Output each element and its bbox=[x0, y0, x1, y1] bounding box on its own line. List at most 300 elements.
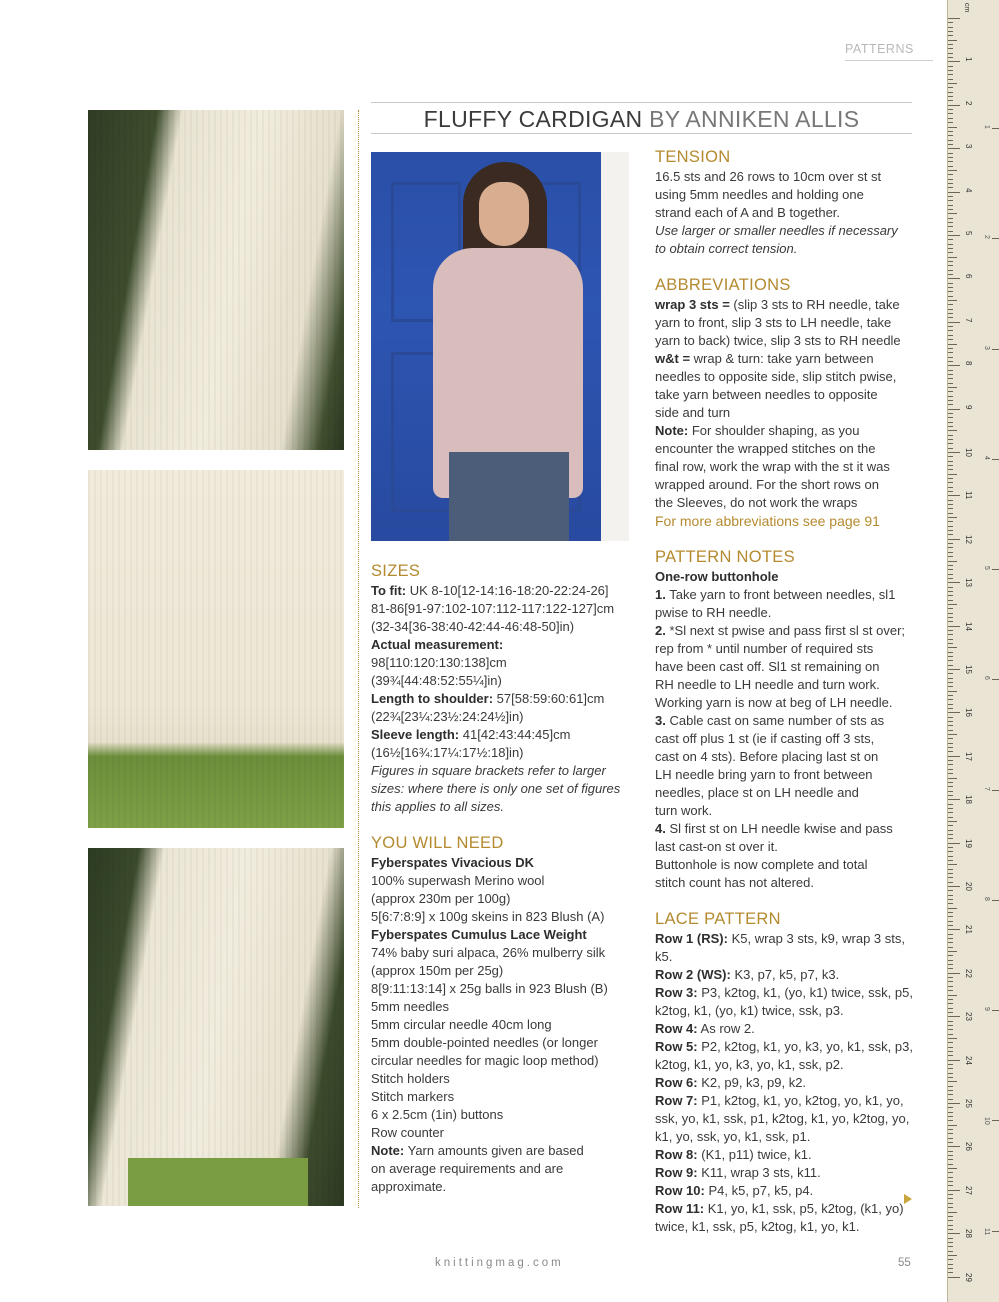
ruler-tick bbox=[948, 1164, 953, 1165]
sleeve-cm: 41[42:43:44:45]cm bbox=[462, 727, 571, 742]
ruler-tick bbox=[948, 977, 953, 978]
ruler-tick bbox=[948, 916, 953, 917]
ruler-inch-tick bbox=[992, 569, 999, 570]
ruler-tick bbox=[948, 617, 953, 618]
ruler-tick bbox=[948, 934, 953, 935]
ruler-inch-tick bbox=[992, 1010, 999, 1011]
ruler-tick bbox=[948, 322, 960, 323]
shoulder-cm: 57[58:59:60:61]cm bbox=[496, 691, 605, 706]
ruler-tick bbox=[948, 838, 953, 839]
ruler-cm-label: 10 bbox=[964, 448, 973, 457]
ruler-tick bbox=[948, 882, 953, 883]
abbr-note: wrapped around. For the short rows on bbox=[655, 477, 880, 492]
ruler-tick bbox=[948, 378, 953, 379]
ruler-tick bbox=[948, 491, 953, 492]
ruler-cm-label: 23 bbox=[964, 1012, 973, 1022]
ruler-inch-label: 3 bbox=[983, 345, 990, 350]
ruler-tick bbox=[948, 61, 960, 62]
ruler-tick bbox=[948, 747, 953, 748]
ruler-tick bbox=[948, 170, 957, 171]
ruler-tick bbox=[948, 1116, 953, 1117]
ruler-tick bbox=[948, 326, 953, 327]
ruler-tick bbox=[948, 995, 957, 996]
ruler-tick bbox=[948, 283, 953, 284]
ruler-inch-tick bbox=[992, 459, 999, 460]
ruler-tick bbox=[948, 417, 953, 418]
ruler-tick bbox=[948, 582, 960, 583]
yarn-b-detail: 8[9:11:13:14] x 25g balls in 923 Blush (B) bbox=[371, 981, 608, 996]
ruler-tick bbox=[948, 161, 953, 162]
ruler-tick bbox=[948, 708, 953, 709]
ruler-tick bbox=[948, 973, 960, 974]
ruler-tick bbox=[948, 1047, 953, 1048]
ruler-tick bbox=[948, 291, 953, 292]
buttonhole-summary: stitch count has not altered. bbox=[655, 875, 814, 890]
ruler-inch-label: 2 bbox=[983, 235, 990, 240]
ruler-tick bbox=[948, 96, 953, 97]
yarn-a-detail: (approx 230m per 100g) bbox=[371, 891, 511, 906]
ruler-cm-label: 7 bbox=[964, 317, 973, 323]
ruler-tick bbox=[948, 691, 957, 692]
ruler-tick bbox=[948, 712, 960, 713]
ruler-tick bbox=[948, 1008, 953, 1009]
ruler-tick bbox=[948, 1277, 960, 1278]
tension-note: Use larger or smaller needles if necessary bbox=[655, 223, 898, 238]
ruler-tick bbox=[948, 821, 957, 822]
buttonhole-subheading: One-row buttonhole bbox=[655, 569, 779, 584]
ruler-cm-label: 11 bbox=[964, 491, 973, 500]
wt-text: side and turn bbox=[655, 405, 731, 420]
ruler-tick bbox=[948, 734, 957, 735]
row-label: Row 10: bbox=[655, 1183, 705, 1198]
ruler-tick bbox=[948, 196, 953, 197]
ruler-tick bbox=[948, 1220, 953, 1221]
ruler-tick bbox=[948, 1159, 953, 1160]
supply-item: 6 x 2.5cm (1in) buttons bbox=[371, 1107, 504, 1122]
ruler-inch-tick bbox=[992, 238, 999, 239]
ruler-tick bbox=[948, 1094, 953, 1095]
ruler-tick bbox=[948, 574, 953, 575]
step-number: 4. bbox=[655, 821, 666, 836]
ruler-tick bbox=[948, 1172, 953, 1173]
ruler-tick bbox=[948, 547, 953, 548]
ruler-tick bbox=[948, 660, 953, 661]
ruler-tick bbox=[948, 730, 953, 731]
ruler-tick bbox=[948, 799, 960, 800]
ruler-tick bbox=[948, 118, 953, 119]
ruler-tick bbox=[948, 1259, 953, 1260]
shoulder-label: Length to shoulder: bbox=[371, 691, 494, 706]
wt-text: take yarn between needles to opposite bbox=[655, 387, 878, 402]
ruler-tick bbox=[948, 1090, 953, 1091]
ruler-tick bbox=[948, 1268, 953, 1269]
ruler-cm-label: 4 bbox=[964, 187, 973, 193]
ruler-cm-label: 29 bbox=[964, 1272, 973, 1282]
step-text: RH needle to LH needle and turn work. bbox=[655, 677, 880, 692]
ruler-cm-label: 3 bbox=[964, 144, 973, 149]
row-label: Row 2 (WS): bbox=[655, 967, 731, 982]
ruler-tick bbox=[948, 543, 953, 544]
ruler-tick bbox=[948, 613, 953, 614]
ruler-tick bbox=[948, 174, 953, 175]
ruler-tick bbox=[948, 990, 953, 991]
ruler-tick bbox=[948, 443, 953, 444]
ruler-tick bbox=[948, 469, 953, 470]
ruler-tick bbox=[948, 157, 953, 158]
title-main: FLUFFY CARDIGAN bbox=[423, 106, 643, 132]
step-text: rep from * until number of required sts bbox=[655, 641, 874, 656]
fit-label: To fit: bbox=[371, 583, 407, 598]
ruler-tick bbox=[948, 738, 953, 739]
sizes-note: this applies to all sizes. bbox=[371, 799, 504, 814]
step-text: cast on 4 sts). Before placing last st on bbox=[655, 749, 879, 764]
fit-cm: 81-86[91-97:102-107:112-117:122-127]cm bbox=[371, 601, 615, 616]
ruler-tick bbox=[948, 569, 953, 570]
ruler-inch-label: 9 bbox=[983, 1007, 990, 1012]
ruler-tick bbox=[948, 396, 953, 397]
measuring-ruler bbox=[947, 0, 999, 1302]
step-number: 2. bbox=[655, 623, 666, 638]
abbr-note: the Sleeves, do not work the wraps bbox=[655, 495, 858, 510]
ruler-tick bbox=[948, 140, 953, 141]
ruler-cm-label: 13 bbox=[964, 578, 973, 588]
ruler-tick bbox=[948, 40, 957, 41]
row-text: k2tog, k1, (yo, k1) twice, ssk, p3. bbox=[655, 1003, 844, 1018]
row-label: Row 3: bbox=[655, 985, 698, 1000]
ruler-tick bbox=[948, 1016, 960, 1017]
ruler-tick bbox=[948, 1185, 953, 1186]
ruler-tick bbox=[948, 526, 953, 527]
ruler-tick bbox=[948, 639, 953, 640]
supply-item: circular needles for magic loop method) bbox=[371, 1053, 599, 1068]
ruler-tick bbox=[948, 313, 953, 314]
ruler-tick bbox=[948, 999, 953, 1000]
row-text: k1, yo, ssk, yo, k1, ssk, p1. bbox=[655, 1129, 811, 1144]
ruler-tick bbox=[948, 1051, 953, 1052]
ruler-tick bbox=[948, 964, 953, 965]
ruler-tick bbox=[948, 1064, 953, 1065]
ruler-tick bbox=[948, 1125, 957, 1126]
ruler-tick bbox=[948, 1038, 957, 1039]
ruler-tick bbox=[948, 665, 953, 666]
ruler-tick bbox=[948, 856, 953, 857]
ruler-tick bbox=[948, 804, 953, 805]
yarn-a-detail: 100% superwash Merino wool bbox=[371, 873, 545, 888]
ruler-tick bbox=[948, 843, 960, 844]
ruler-tick bbox=[948, 869, 953, 870]
ruler-tick bbox=[948, 981, 953, 982]
ruler-tick bbox=[948, 209, 953, 210]
ruler-tick bbox=[948, 153, 953, 154]
ruler-tick bbox=[948, 309, 953, 310]
ruler-tick bbox=[948, 53, 953, 54]
abbr-note-label: Note: bbox=[655, 423, 689, 438]
ruler-tick bbox=[948, 686, 953, 687]
ruler-tick bbox=[948, 947, 953, 948]
ruler-tick bbox=[948, 122, 953, 123]
ruler-tick bbox=[948, 1120, 953, 1121]
row-text: K5, wrap 3 sts, k9, wrap 3 sts, k5. bbox=[655, 931, 905, 964]
ruler-inch-label: 6 bbox=[983, 676, 990, 681]
ruler-tick bbox=[948, 391, 953, 392]
ruler-tick bbox=[948, 895, 953, 896]
ruler-tick bbox=[948, 921, 953, 922]
ruler-tick bbox=[948, 400, 953, 401]
ruler-tick bbox=[948, 817, 953, 818]
ruler-inch-label: 4 bbox=[983, 455, 990, 460]
row-text: K3, p7, k5, p7, k3. bbox=[734, 967, 840, 982]
ruler-tick bbox=[948, 1251, 953, 1252]
ruler-tick bbox=[948, 452, 960, 453]
tension-heading: TENSION bbox=[655, 148, 731, 166]
ruler-tick bbox=[948, 1177, 953, 1178]
ruler-cm-label: 16 bbox=[964, 708, 973, 718]
fit-in: (32-34[36-38:40-42:44-46:48-50]in) bbox=[371, 619, 575, 634]
ruler-tick bbox=[948, 487, 953, 488]
ruler-tick bbox=[948, 1133, 953, 1134]
ruler-tick bbox=[948, 361, 953, 362]
ruler-tick bbox=[948, 200, 953, 201]
ruler-tick bbox=[948, 591, 953, 592]
ruler-tick bbox=[948, 1225, 953, 1226]
ruler-tick bbox=[948, 166, 953, 167]
ruler-tick bbox=[948, 296, 953, 297]
row-label: Row 4: bbox=[655, 1021, 698, 1036]
ruler-tick bbox=[948, 1264, 953, 1265]
ruler-cm-label: 19 bbox=[964, 838, 973, 848]
ruler-cm-label: 21 bbox=[964, 925, 973, 935]
ruler-tick bbox=[948, 300, 957, 301]
ruler-tick bbox=[948, 778, 957, 779]
ruler-tick bbox=[948, 109, 953, 110]
ruler-tick bbox=[948, 812, 953, 813]
ruler-tick bbox=[948, 908, 957, 909]
ruler-tick bbox=[948, 1060, 960, 1061]
ruler-tick bbox=[948, 482, 953, 483]
cardigan-detail-photo bbox=[88, 470, 344, 828]
ruler-tick bbox=[948, 1034, 953, 1035]
step-text: Cable cast on same number of sts as bbox=[669, 713, 885, 728]
step-text: cast off plus 1 st (ie if casting off 3 sts, bbox=[655, 731, 875, 746]
ruler-tick bbox=[948, 1181, 953, 1182]
row-text: K11, wrap 3 sts, k11. bbox=[701, 1165, 821, 1180]
row-text: P2, k2tog, k1, yo, k3, yo, k1, ssk, p3, bbox=[701, 1039, 913, 1054]
ruler-tick bbox=[948, 404, 953, 405]
ruler-tick bbox=[948, 1212, 957, 1213]
tension-text: strand each of A and B together. bbox=[655, 205, 841, 220]
ruler-tick bbox=[948, 652, 953, 653]
ruler-cm-label: 1 bbox=[964, 57, 973, 62]
ruler-tick bbox=[948, 1233, 960, 1234]
ruler-tick bbox=[948, 66, 953, 67]
ruler-tick bbox=[948, 18, 960, 19]
ruler-tick bbox=[948, 704, 953, 705]
ruler-tick bbox=[948, 682, 953, 683]
ruler-cm-label: 14 bbox=[964, 621, 973, 631]
ruler-tick bbox=[948, 561, 957, 562]
ruler-inch-tick bbox=[992, 790, 999, 791]
ruler-tick bbox=[948, 422, 953, 423]
ruler-tick bbox=[948, 938, 953, 939]
ruler-tick bbox=[948, 330, 953, 331]
ruler-tick bbox=[948, 955, 953, 956]
continue-arrow-icon bbox=[904, 1194, 912, 1204]
ruler-tick bbox=[948, 751, 953, 752]
row-text: P1, k2tog, k1, yo, k2tog, yo, k1, yo, bbox=[701, 1093, 904, 1108]
ruler-tick bbox=[948, 35, 953, 36]
sizes-note: Figures in square brackets refer to larger bbox=[371, 763, 606, 778]
ruler-tick bbox=[948, 1229, 953, 1230]
ruler-tick bbox=[948, 248, 953, 249]
ruler-tick bbox=[948, 608, 953, 609]
step-text: Working yarn is now at beg of LH needle. bbox=[655, 695, 893, 710]
more-abbreviations-link[interactable]: For more abbreviations see page 91 bbox=[655, 513, 880, 529]
abbr-note: final row, work the wrap with the st it was bbox=[655, 459, 890, 474]
ruler-tick bbox=[948, 1272, 953, 1273]
ruler-tick bbox=[948, 387, 957, 388]
ruler-tick bbox=[948, 439, 953, 440]
ruler-tick bbox=[948, 500, 953, 501]
ruler-tick bbox=[948, 44, 953, 45]
ruler-tick bbox=[948, 131, 953, 132]
section-label: PATTERNS bbox=[845, 42, 933, 61]
ruler-tick bbox=[948, 1025, 953, 1026]
yarn-a-name: Fyberspates Vivacious DK bbox=[371, 855, 535, 870]
ruler-tick bbox=[948, 374, 953, 375]
ruler-tick bbox=[948, 1246, 953, 1247]
ruler-cm-label: 8 bbox=[964, 361, 973, 366]
ruler-tick bbox=[948, 70, 953, 71]
ruler-tick bbox=[948, 756, 960, 757]
ruler-tick bbox=[948, 1012, 953, 1013]
ruler-tick bbox=[948, 903, 953, 904]
ruler-tick bbox=[948, 1029, 953, 1030]
ruler-tick bbox=[948, 465, 953, 466]
ruler-tick bbox=[948, 808, 953, 809]
actual-cm: 98[110:120:130:138]cm bbox=[371, 655, 507, 670]
sizes-note: sizes: where there is only one set of figures bbox=[371, 781, 621, 796]
ruler-cm-label: 20 bbox=[964, 882, 973, 891]
ruler-tick bbox=[948, 830, 953, 831]
ruler-cm-label: 26 bbox=[964, 1142, 973, 1152]
ruler-tick bbox=[948, 135, 953, 136]
ruler-inch-label: 1 bbox=[983, 125, 990, 130]
ruler-tick bbox=[948, 1255, 957, 1256]
ruler-tick bbox=[948, 87, 953, 88]
ruler-tick bbox=[948, 383, 953, 384]
ruler-tick bbox=[948, 1129, 953, 1130]
ruler-tick bbox=[948, 960, 953, 961]
ruler-tick bbox=[948, 968, 953, 969]
ruler-tick bbox=[948, 721, 953, 722]
ruler-tick bbox=[948, 1198, 953, 1199]
tension-text: using 5mm needles and holding one bbox=[655, 187, 864, 202]
ruler-tick bbox=[948, 530, 953, 531]
ruler-tick bbox=[948, 630, 953, 631]
ruler-cm-label: 28 bbox=[964, 1229, 973, 1239]
wt-label: w&t = bbox=[655, 351, 691, 366]
ruler-tick bbox=[948, 1073, 953, 1074]
ruler-inch-label: 8 bbox=[983, 896, 990, 901]
ruler-tick bbox=[948, 222, 953, 223]
ruler-tick bbox=[948, 1021, 953, 1022]
actual-in: (39¾[44:48:52:55¼]in) bbox=[371, 673, 502, 688]
ruler-inch-tick bbox=[992, 679, 999, 680]
ruler-inch-tick bbox=[992, 1120, 999, 1121]
ruler-tick bbox=[948, 942, 953, 943]
ruler-tick bbox=[948, 426, 953, 427]
ruler-tick bbox=[948, 1207, 953, 1208]
ruler-inch-label: 7 bbox=[983, 786, 990, 791]
step-text: have been cast off. Sl1 st remaining on bbox=[655, 659, 880, 674]
ruler-tick bbox=[948, 517, 957, 518]
ruler-tick bbox=[948, 430, 957, 431]
step-text: needles, place st on LH needle and bbox=[655, 785, 859, 800]
ruler-tick bbox=[948, 647, 957, 648]
supply-item: Row counter bbox=[371, 1125, 444, 1140]
ruler-tick bbox=[948, 595, 953, 596]
wrap-label: wrap 3 sts = bbox=[655, 297, 730, 312]
ruler-tick bbox=[948, 257, 957, 258]
ruler-tick bbox=[948, 48, 953, 49]
ruler-cm-label: 6 bbox=[964, 274, 973, 279]
ruler-tick bbox=[948, 743, 953, 744]
row-label: Row 7: bbox=[655, 1093, 698, 1108]
ruler-tick bbox=[948, 261, 953, 262]
ruler-tick bbox=[948, 1003, 953, 1004]
ruler-tick bbox=[948, 782, 953, 783]
ruler-inch-label: 5 bbox=[983, 566, 990, 571]
ruler-tick bbox=[948, 534, 953, 535]
ruler-tick bbox=[948, 626, 960, 627]
ruler-tick bbox=[948, 344, 957, 345]
supply-item: Stitch markers bbox=[371, 1089, 455, 1104]
tension-note: to obtain correct tension. bbox=[655, 241, 798, 256]
ruler-tick bbox=[948, 22, 953, 23]
step-text: LH needle bring yarn to front between bbox=[655, 767, 873, 782]
ruler-tick bbox=[948, 83, 957, 84]
title-byline: BY ANNIKEN ALLIS bbox=[649, 106, 860, 132]
ruler-tick bbox=[948, 851, 953, 852]
ruler-tick bbox=[948, 834, 953, 835]
ruler-inch-tick bbox=[992, 900, 999, 901]
yarn-b-detail: (approx 150m per 25g) bbox=[371, 963, 504, 978]
ruler-tick bbox=[948, 183, 953, 184]
row-label: Row 11: bbox=[655, 1201, 705, 1216]
footer-site: knittingmag.com bbox=[435, 1257, 564, 1269]
row-text: K1, yo, k1, ssk, p5, k2tog, (k1, yo) bbox=[707, 1201, 904, 1216]
ruler-tick bbox=[948, 370, 953, 371]
row-label: Row 6: bbox=[655, 1075, 698, 1090]
ruler-tick bbox=[948, 1086, 953, 1087]
row-text: twice, k1, ssk, p5, k2tog, k1, yo, k1. bbox=[655, 1219, 860, 1234]
ruler-tick bbox=[948, 925, 953, 926]
supply-item: 5mm double-pointed needles (or longer bbox=[371, 1035, 598, 1050]
ruler-tick bbox=[948, 413, 953, 414]
ruler-tick bbox=[948, 213, 957, 214]
ruler-tick bbox=[948, 951, 957, 952]
row-label: Row 9: bbox=[655, 1165, 698, 1180]
ruler-tick bbox=[948, 79, 953, 80]
sizes-heading: SIZES bbox=[371, 562, 421, 580]
tension-text: 16.5 sts and 26 rows to 10cm over st st bbox=[655, 169, 882, 184]
left-column bbox=[371, 561, 633, 1196]
ruler-tick bbox=[948, 231, 953, 232]
lace-pattern-heading: LACE PATTERN bbox=[655, 910, 781, 928]
ruler-inch-tick bbox=[992, 1231, 999, 1232]
supply-item: 5mm needles bbox=[371, 999, 450, 1014]
ruler-tick bbox=[948, 1203, 953, 1204]
